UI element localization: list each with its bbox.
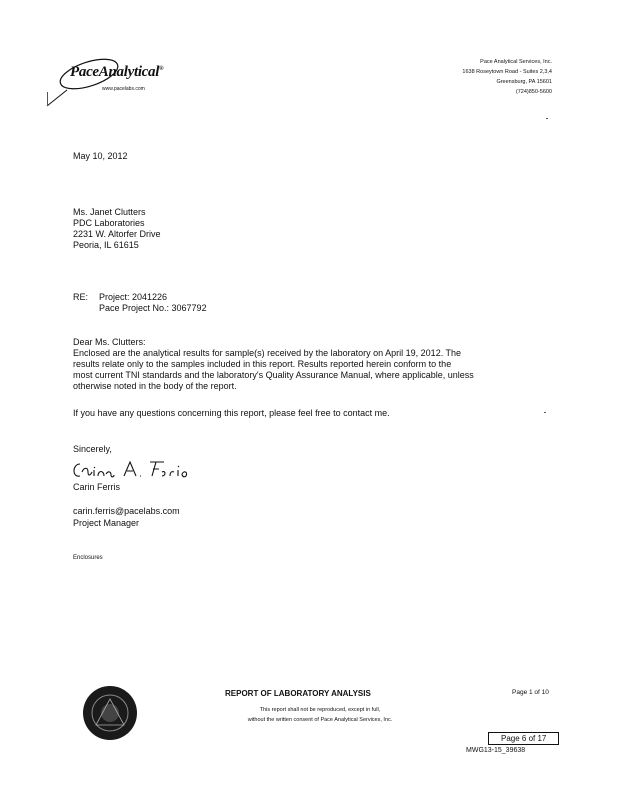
- recipient-block: [73, 207, 161, 251]
- contact-line: If you have any questions concerning this report, please feel free to contact me.: [73, 408, 390, 418]
- address-line: 1638 Roseytown Road - Suites 2,3,4: [462, 69, 552, 75]
- signer-name: Carin Ferris: [73, 482, 121, 492]
- document-id: MWG13-15_39638: [466, 747, 526, 754]
- signer-email: carin.ferris@pacelabs.com: [73, 506, 180, 516]
- paragraph-line: Enclosed are the analytical results for sample(s) received by the laboratory on April 19, 2012. The: [73, 348, 462, 358]
- logo-url: www.pacelabs.com: [102, 86, 145, 92]
- reproduction-note: [225, 705, 415, 725]
- body-paragraph: [73, 348, 523, 392]
- project-number: Project: 2041226: [99, 292, 168, 302]
- scan-speck: [544, 412, 546, 413]
- address-line: Pace Analytical Services, Inc.: [480, 59, 552, 65]
- enclosures-note: Enclosures: [73, 555, 103, 561]
- company-address: [462, 57, 552, 97]
- scan-speck: [546, 118, 548, 119]
- address-line: Greensburg, PA 15601: [496, 79, 552, 85]
- re-label: RE:: [73, 292, 89, 302]
- recipient-line: Ms. Janet Clutters: [73, 207, 146, 217]
- re-block: [73, 292, 207, 314]
- margin-mark: [47, 92, 48, 106]
- letter-date: May 10, 2012: [73, 151, 128, 161]
- company-logo: PaceAnalytical®: [70, 64, 164, 80]
- recipient-line: PDC Laboratories: [73, 218, 145, 228]
- report-title: REPORT OF LABORATORY ANALYSIS: [225, 689, 371, 698]
- salutation: Dear Ms. Clutters:: [73, 337, 146, 347]
- closing: Sincerely,: [73, 444, 112, 454]
- page-stamp-box: Page 6 of 17: [488, 732, 559, 745]
- handwritten-signature: [70, 456, 190, 482]
- recipient-line: 2231 W. Altorfer Drive: [73, 229, 161, 239]
- pace-project-number: Pace Project No.: 3067792: [99, 303, 207, 313]
- signer-title: Project Manager: [73, 518, 140, 528]
- paragraph-line: most current TNI standards and the laboratory's Quality Assurance Manual, where applicable, unless: [73, 370, 474, 380]
- paragraph-line: otherwise noted in the body of the report.: [73, 381, 237, 391]
- address-line: (724)850-5600: [515, 89, 552, 95]
- recipient-line: Peoria, IL 61615: [73, 240, 139, 250]
- accreditation-seal: [82, 685, 138, 741]
- note-line: without the written consent of Pace Analytical Services, Inc.: [247, 717, 393, 723]
- paragraph-line: results relate only to the samples included in this report. Results reported herein conform to the: [73, 359, 452, 369]
- note-line: This report shall not be reproduced, except in full,: [259, 707, 381, 713]
- page-number: Page 1 of 10: [512, 689, 549, 696]
